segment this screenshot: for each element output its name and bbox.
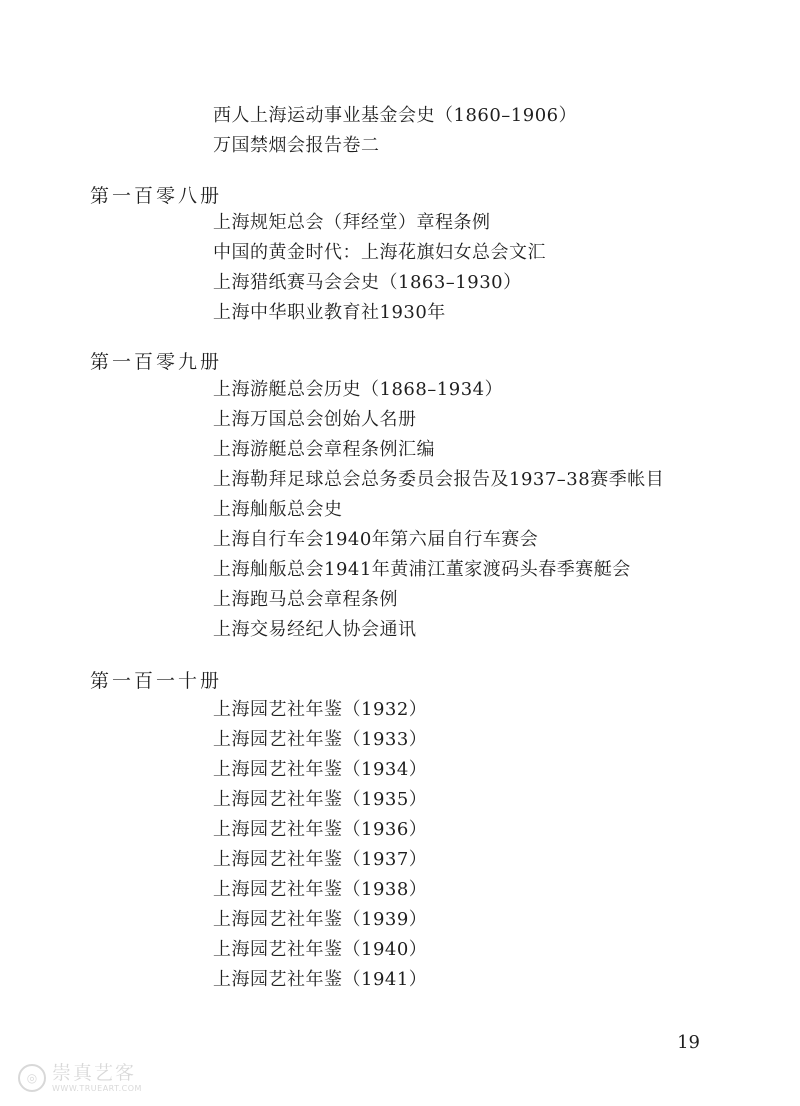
catalog-entry: 上海园艺社年鉴（1933） (213, 729, 428, 750)
watermark-main-text: 崇真艺客 (52, 1061, 137, 1084)
catalog-entry: 上海舢舨总会史 (213, 499, 343, 520)
catalog-entry: 上海园艺社年鉴（1932） (213, 699, 428, 720)
catalog-entry: 上海舢舨总会1941年黄浦江董家渡码头春季赛艇会 (213, 559, 631, 580)
watermark (18, 1063, 142, 1093)
catalog-entry: 上海游艇总会章程条例汇编 (213, 439, 435, 460)
catalog-entry: 上海中华职业教育社1930年 (213, 302, 446, 323)
catalog-entry: 上海园艺社年鉴（1939） (213, 909, 428, 930)
catalog-entry: 上海园艺社年鉴（1940） (213, 939, 428, 960)
catalog-entry: 上海交易经纪人协会通讯 (213, 619, 417, 640)
volume-heading-110: 第一百一十册 (90, 670, 223, 692)
watermark-text (52, 1061, 142, 1093)
watermark-sub-text: WWW.TRUEART.COM (52, 1083, 142, 1093)
catalog-entry: 上海勒拜足球总会总务委员会报告及1937–38赛季帐目 (213, 469, 665, 490)
volume-heading-109: 第一百零九册 (90, 351, 223, 373)
catalog-entry: 西人上海运动事业基金会史（1860–1906） (213, 105, 578, 126)
page-number: 19 (677, 1032, 700, 1053)
catalog-entry: 万国禁烟会报告卷二 (213, 135, 380, 156)
catalog-entry: 上海园艺社年鉴（1935） (213, 789, 428, 810)
catalog-entry: 上海园艺社年鉴（1934） (213, 759, 428, 780)
catalog-entry: 上海猎纸赛马会会史（1863–1930） (213, 272, 522, 293)
catalog-entry: 上海园艺社年鉴（1938） (213, 879, 428, 900)
volume-heading-108: 第一百零八册 (90, 185, 223, 207)
catalog-entry: 上海园艺社年鉴（1936） (213, 819, 428, 840)
catalog-entry: 上海万国总会创始人名册 (213, 409, 417, 430)
catalog-entry: 上海园艺社年鉴（1937） (213, 849, 428, 870)
catalog-entry: 中国的黄金时代：上海花旗妇女总会文汇 (213, 242, 546, 263)
catalog-entry: 上海自行车会1940年第六届自行车赛会 (213, 529, 539, 550)
catalog-entry: 上海规矩总会（拜经堂）章程条例 (213, 212, 491, 233)
catalog-entry: 上海园艺社年鉴（1941） (213, 969, 428, 990)
catalog-entry: 上海跑马总会章程条例 (213, 589, 398, 610)
watermark-logo-icon: ◎ (18, 1064, 46, 1092)
catalog-entry: 上海游艇总会历史（1868–1934） (213, 379, 504, 400)
